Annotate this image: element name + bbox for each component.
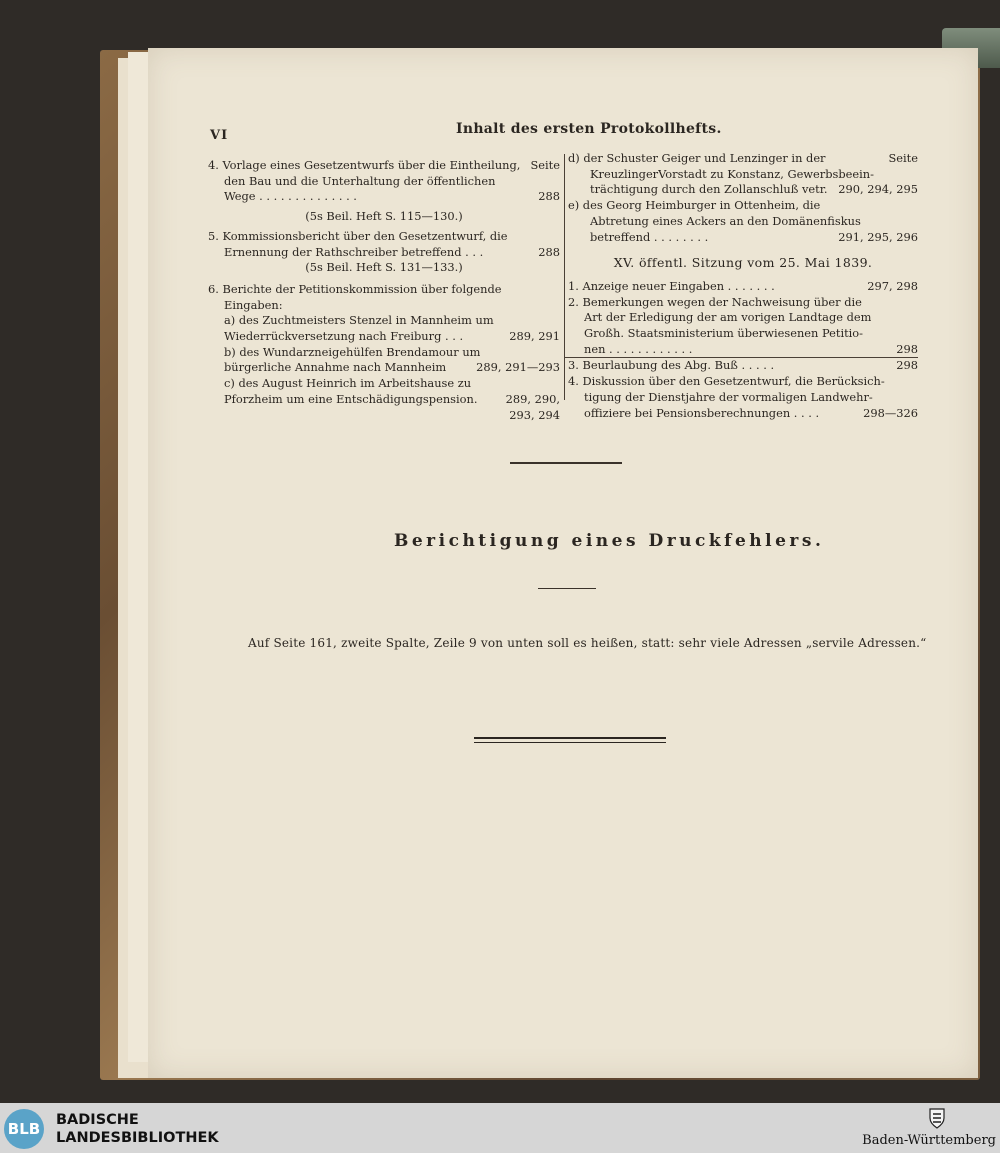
toc-line: c) des August Heinrich im Arbeitshause zu	[224, 376, 472, 391]
page-ref: 293, 294	[509, 407, 560, 422]
page-ref: Seite	[888, 151, 918, 165]
page-ref: 297, 298	[867, 278, 918, 293]
errata-text: Auf Seite 161, zweite Spalte, Zeile 9 von unten soll es heißen, statt: sehr viele Adressen „servile Adressen.“	[248, 636, 927, 650]
page-ref: 289, 290,	[505, 391, 560, 406]
errata-heading: Berichtigung eines Druckfehlers.	[394, 531, 825, 551]
toc-line: d) der Schuster Geiger und Lenzinger in der	[568, 151, 826, 165]
toc-line: betreffend . . . . . . . .	[590, 229, 709, 244]
toc-line: Abtretung eines Ackers an den Domänenfiskus	[590, 213, 861, 228]
toc-line: 1. Anzeige neuer Eingaben . . . . . . .	[568, 278, 775, 293]
toc-line: Großh. Staatsministerium überwiesenen Petitio-	[584, 326, 864, 341]
toc-line: Ernennung der Rathschreiber betreffend . . .	[224, 244, 484, 259]
page-ref: 298	[896, 341, 918, 356]
viewer-footer	[0, 1103, 1000, 1153]
toc-line: 3. Beurlaubung des Abg. Buß . . . . .	[568, 358, 775, 373]
toc-line: b) des Wundarzneigehülfen Brendamour um	[224, 344, 481, 359]
toc-line: Eingaben:	[224, 297, 283, 312]
page-ref: 288	[538, 244, 560, 259]
toc-line: tigung der Dienstjahre der vormaligen Landwehr-	[584, 389, 873, 404]
reference-note: (5s Beil. Heft S. 131—133.)	[305, 260, 463, 275]
coat-of-arms-icon	[928, 1107, 946, 1129]
page-ref: Seite	[530, 158, 560, 172]
toc-entry-5	[208, 229, 560, 260]
toc-line: KreuzlingerVorstadt zu Konstanz, Gewerbsbeein-	[590, 166, 874, 181]
right-column	[568, 151, 918, 421]
toc-line: 2. Bemerkungen wegen der Nachweisung über die	[568, 294, 862, 309]
library-name[interactable]	[56, 1111, 219, 1147]
toc-line: Wege . . . . . . . . . . . . . .	[224, 189, 357, 204]
toc-line: trächtigung durch den Zollanschluß vetr.	[590, 182, 828, 197]
toc-entry-4	[208, 158, 560, 205]
page-ref: 291, 295, 296	[838, 229, 918, 244]
section-rule	[510, 462, 622, 464]
library-name-line1: BADISCHE	[56, 1112, 139, 1128]
toc-line: Pforzheim um eine Entschädigungspension.	[224, 391, 478, 406]
toc-line: 4. Vorlage eines Gesetzentwurfs über die Eintheilung,	[208, 158, 521, 172]
session-heading: XV. öffentl. Sitzung vom 25. Mai 1839.	[613, 255, 873, 271]
page-ref: 289, 291—293	[476, 360, 560, 375]
page-ref: 298	[896, 358, 918, 373]
library-name-line2: LANDESBIBLIOTHEK	[56, 1130, 219, 1146]
toc-line: 5. Kommissionsbericht über den Gesetzentwurf, die	[208, 228, 508, 243]
running-head: Inhalt des ersten Protokollhefts.	[456, 121, 722, 137]
toc-line: 6. Berichte der Petitionskommission über folgende	[208, 281, 502, 296]
toc-entry-6	[208, 282, 560, 423]
section-rule	[538, 588, 596, 589]
reference-note: (5s Beil. Heft S. 115—130.)	[305, 209, 463, 224]
toc-line: nen . . . . . . . . . . . .	[584, 341, 693, 356]
blb-logo-icon[interactable]: BLB	[4, 1109, 44, 1149]
end-rule	[474, 737, 666, 743]
left-column	[208, 158, 560, 423]
page-ref: 298—326	[863, 405, 918, 420]
toc-line: den Bau und die Unterhaltung der öffentlichen	[224, 173, 496, 188]
page-ref: 290, 294, 295	[838, 182, 918, 197]
page-ref: 289, 291	[509, 329, 560, 344]
state-name: Baden-Württemberg	[862, 1133, 996, 1148]
page-ref: 288	[538, 189, 560, 204]
toc-line: a) des Zuchtmeisters Stenzel in Mannheim um	[224, 313, 494, 328]
toc-line: offiziere bei Pensionsberechnungen . . . .	[584, 405, 820, 420]
toc-line: Art der Erledigung der am vorigen Landtage dem	[584, 310, 872, 325]
toc-line: 4. Diskussion über den Gesetzentwurf, die Berücksich-	[568, 374, 885, 389]
toc-line: e) des Georg Heimburger in Ottenheim, die	[568, 198, 821, 213]
toc-line: Wiederrückversetzung nach Freiburg . . .	[224, 329, 464, 344]
page-number: VI	[210, 128, 229, 143]
toc-line: bürgerliche Annahme nach Mannheim	[224, 360, 447, 375]
